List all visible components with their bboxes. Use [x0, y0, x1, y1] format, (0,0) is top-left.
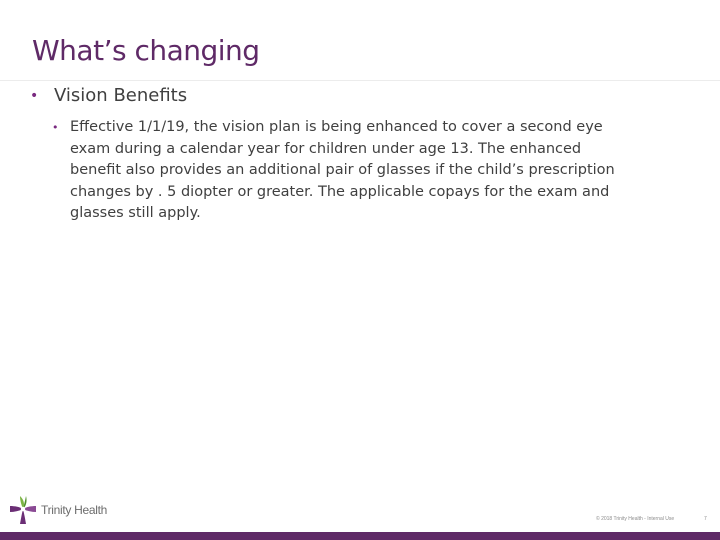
footer-copyright: © 2018 Trinity Health - Internal Use	[596, 516, 675, 522]
trinity-cross-icon	[8, 494, 38, 526]
page-number: 7	[704, 516, 707, 522]
bullet-text: Vision Benefits	[54, 85, 188, 106]
sub-bullet-marker: •	[52, 121, 59, 134]
logo-wordmark: Trinity Health	[41, 502, 108, 517]
bottom-accent-bar	[0, 532, 720, 540]
bullet-marker: •	[30, 88, 39, 104]
trinity-health-logo	[8, 494, 107, 526]
slide-title: What’s changing	[32, 34, 260, 67]
sub-bullet-vision-details	[52, 117, 632, 225]
title-divider	[0, 80, 720, 81]
bullet-vision-benefits	[30, 84, 187, 108]
sub-bullet-text: Effective 1/1/19, the vision plan is being enhanced to cover a second eye exam during a calendar year for children under age 13. The enhanced benefit also provides an additional pair of glasses if the child’s prescription changes by . 5 diopter or greater. The applicable copays for the exam and glasses still apply.	[70, 119, 615, 221]
